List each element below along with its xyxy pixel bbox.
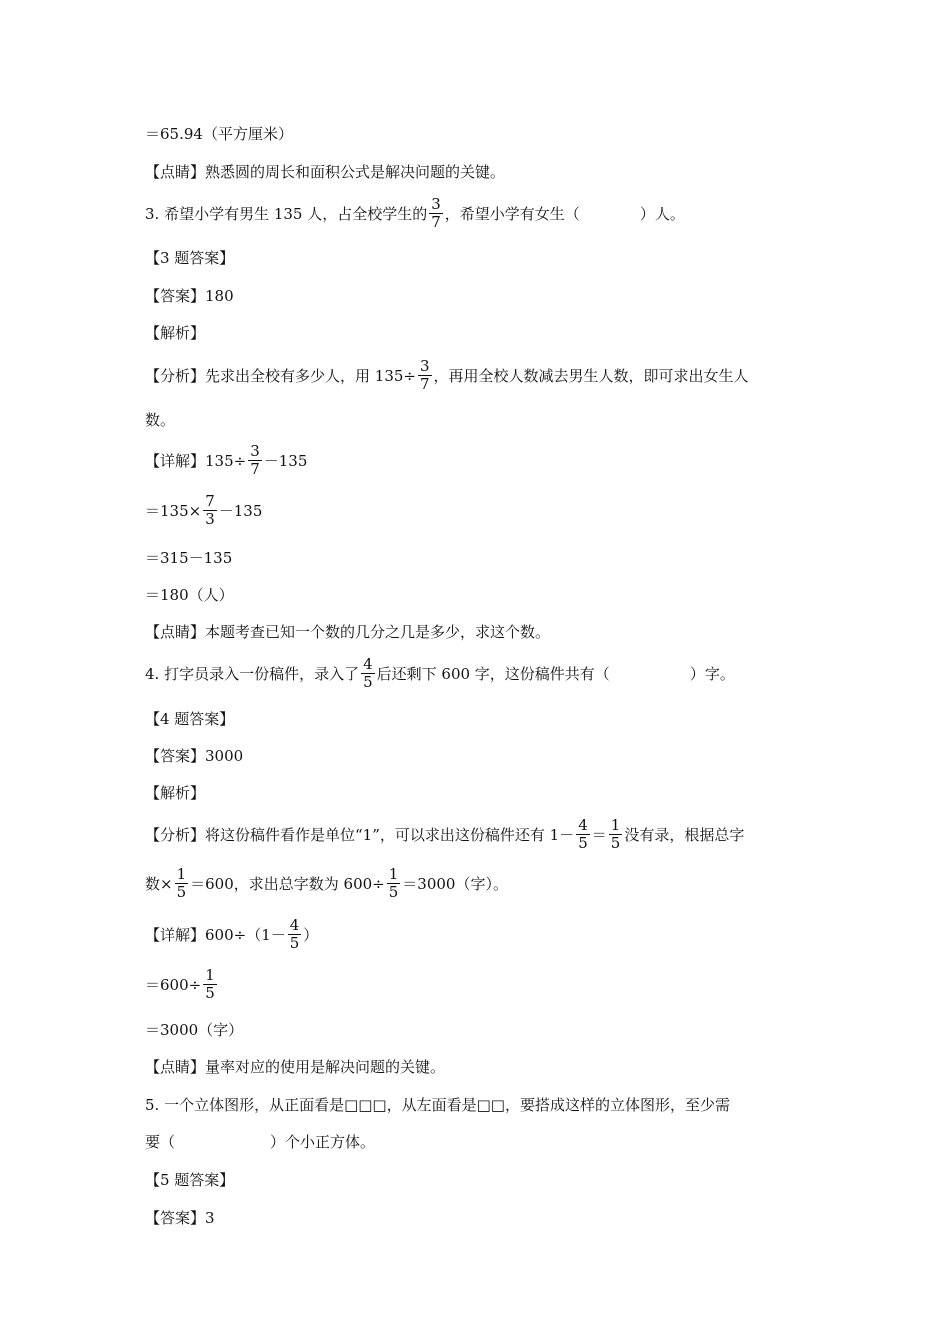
step-4a <box>145 967 219 1002</box>
step-3b: ＝315－135 <box>145 549 233 567</box>
fraction-numerator: 3 <box>250 442 260 460</box>
s4a-text-a: ＝600÷ <box>145 975 202 994</box>
detail-4 <box>145 917 318 952</box>
dianjing-4: 【点睛】量率对应的使用是解决问题的关键。 <box>145 1058 446 1076</box>
fraction-denominator: 3 <box>205 510 215 528</box>
answer-header-4: 【4 题答案】 <box>145 710 235 728</box>
xj3-text-a: 【详解】135÷ <box>145 451 247 470</box>
s3a-text-a: ＝135× <box>145 501 202 520</box>
fraction-denominator: 5 <box>578 834 588 852</box>
fx3-text-b: ，再用全校人数减去男生人数，即可求出女生人 <box>433 366 749 385</box>
q3-text-b: ，希望小学有女生（ <box>444 204 580 223</box>
fraction <box>576 817 590 852</box>
fraction-numerator: 1 <box>205 966 215 984</box>
fraction-denominator: 5 <box>289 934 300 952</box>
fraction <box>175 866 189 901</box>
s3a-text-b: －135 <box>218 501 263 520</box>
fx4b-text-c: ＝3000（字）。 <box>402 874 508 893</box>
fraction-numerator: 4 <box>578 816 588 834</box>
dianjing-3: 【点睛】本题考查已知一个数的几分之几是多少，求这个数。 <box>145 623 551 641</box>
answer-4: 【答案】3000 <box>145 747 244 765</box>
q4-text-c: ）字。 <box>689 664 735 683</box>
fraction <box>418 358 432 393</box>
q5b-text-b: ）个小正方体。 <box>270 1133 376 1151</box>
question-5-cont <box>145 1132 375 1152</box>
fraction-numerator: 3 <box>431 195 441 213</box>
step-3a <box>145 493 262 528</box>
answer-3: 【答案】180 <box>145 287 234 305</box>
fx4-text-a: 【分析】将这份稿件看作是单位“1”，可以求出这份稿件还有 1－ <box>145 825 575 844</box>
fraction <box>429 196 443 231</box>
fraction-numerator: 1 <box>176 865 187 883</box>
step-4b: ＝3000（字） <box>145 1021 244 1039</box>
line-dianjing-2: 【点睛】熟悉圆的周长和面积公式是解决问题的关键。 <box>145 163 506 181</box>
fraction <box>361 656 375 691</box>
fraction-numerator: 3 <box>419 357 430 375</box>
fx4-text-b: 没有录，根据总字 <box>624 825 745 844</box>
question-3 <box>145 196 685 231</box>
fraction <box>387 866 401 901</box>
fraction-numerator: 1 <box>610 816 621 834</box>
fx3-text-a: 【分析】先求出全校有多少人，用 135÷ <box>145 366 416 385</box>
question-4 <box>145 656 735 691</box>
fraction <box>203 493 217 528</box>
fraction-numerator: 1 <box>388 865 399 883</box>
analysis-3 <box>145 358 749 393</box>
question-5: 5. 一个立体图形，从正面看是□□□，从左面看是□□，要搭成这样的立体图形，至少需 <box>145 1096 730 1114</box>
fraction <box>248 443 262 478</box>
fraction-denominator: 5 <box>610 834 621 852</box>
fx4-equals: ＝ <box>591 825 607 844</box>
q3-text-a: 3. 希望小学有男生 135 人，占全校学生的 <box>145 204 428 223</box>
line-area-result: ＝65.94（平方厘米） <box>145 125 293 143</box>
answer-5: 【答案】3 <box>145 1209 215 1227</box>
analysis-3-cont: 数。 <box>145 411 176 429</box>
fraction-denominator: 5 <box>363 673 373 691</box>
analysis-4-cont <box>145 866 508 901</box>
analysis-label-3: 【解析】 <box>145 324 206 342</box>
q4-text-a: 4. 打字员录入一份稿件，录入了 <box>145 664 360 683</box>
xj3-text-b: －135 <box>263 451 308 470</box>
xj4-text-b: ） <box>303 925 319 944</box>
xj4-text-a: 【详解】600÷（1－ <box>145 925 286 944</box>
q4-text-b: 后还剩下 600 字，这份稿件共有（ <box>376 664 610 683</box>
fraction-numerator: 7 <box>205 492 215 510</box>
fraction-numerator: 4 <box>289 916 300 934</box>
answer-header-5: 【5 题答案】 <box>145 1171 235 1189</box>
fraction-denominator: 7 <box>431 213 441 231</box>
fraction <box>203 967 217 1002</box>
fraction <box>609 817 623 852</box>
fraction-denominator: 5 <box>388 883 399 901</box>
step-3c: ＝180（人） <box>145 586 234 604</box>
q5b-text-a: 要（ <box>145 1133 176 1151</box>
fraction-numerator: 4 <box>363 655 373 673</box>
fraction <box>288 917 302 952</box>
fx4b-text-a: 数× <box>145 874 173 893</box>
q3-text-c: ）人。 <box>639 204 685 223</box>
detail-3 <box>145 443 307 478</box>
analysis-4 <box>145 817 744 852</box>
fraction-denominator: 7 <box>250 460 260 478</box>
analysis-label-4: 【解析】 <box>145 784 206 802</box>
fx4b-text-b: ＝600，求出总字数为 600÷ <box>190 874 385 893</box>
fraction-denominator: 7 <box>419 375 430 393</box>
fraction-denominator: 5 <box>205 984 215 1002</box>
fraction-denominator: 5 <box>176 883 187 901</box>
answer-header-3: 【3 题答案】 <box>145 249 235 267</box>
